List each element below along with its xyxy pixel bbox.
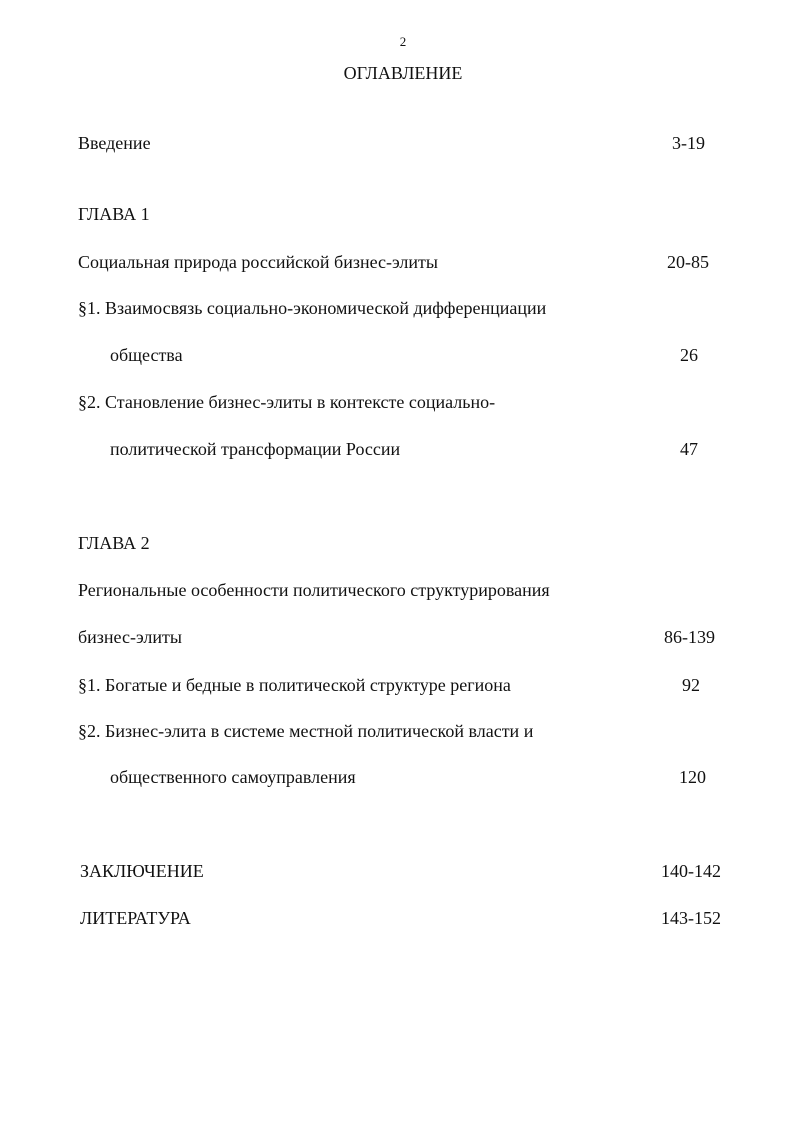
toc-literature-pages: 143-152 xyxy=(661,908,721,928)
chapter1-section1-line2: общества xyxy=(110,345,183,365)
toc-conclusion-pages: 140-142 xyxy=(661,861,721,881)
chapter1-heading: ГЛАВА 1 xyxy=(78,204,150,224)
chapter2-section1-pages: 92 xyxy=(682,675,700,695)
toc-conclusion-label: ЗАКЛЮЧЕНИЕ xyxy=(80,861,204,881)
toc-intro-pages: 3-19 xyxy=(672,133,705,153)
chapter2-title-line2: бизнес-элиты xyxy=(78,627,182,647)
page-number: 2 xyxy=(399,34,407,49)
page-title: ОГЛАВЛЕНИЕ xyxy=(343,63,463,83)
chapter2-section2-line2: общественного самоуправления xyxy=(110,767,356,787)
chapter2-section2-line1: §2. Бизнес-элита в системе местной политической власти и xyxy=(78,721,534,741)
chapter2-section2-pages: 120 xyxy=(679,767,706,787)
chapter2-title-line1: Региональные особенности политического структурирования xyxy=(78,580,550,600)
chapter1-section2-pages: 47 xyxy=(680,439,698,459)
chapter1-section1-line1: §1. Взаимосвязь социально-экономической дифференциации xyxy=(78,298,547,318)
chapter2-pages: 86-139 xyxy=(664,627,715,647)
chapter1-section1-pages: 26 xyxy=(680,345,698,365)
toc-intro-label: Введение xyxy=(78,133,151,153)
chapter2-heading: ГЛАВА 2 xyxy=(78,533,150,553)
chapter1-title: Социальная природа российской бизнес-элиты xyxy=(78,252,438,272)
chapter1-pages: 20-85 xyxy=(667,252,709,272)
toc-literature-label: ЛИТЕРАТУРА xyxy=(80,908,191,928)
chapter1-section2-line1: §2. Становление бизнес-элиты в контексте социально- xyxy=(78,392,496,412)
chapter2-section1: §1. Богатые и бедные в политической структуре региона xyxy=(78,675,511,695)
chapter1-section2-line2: политической трансформации России xyxy=(110,439,401,459)
